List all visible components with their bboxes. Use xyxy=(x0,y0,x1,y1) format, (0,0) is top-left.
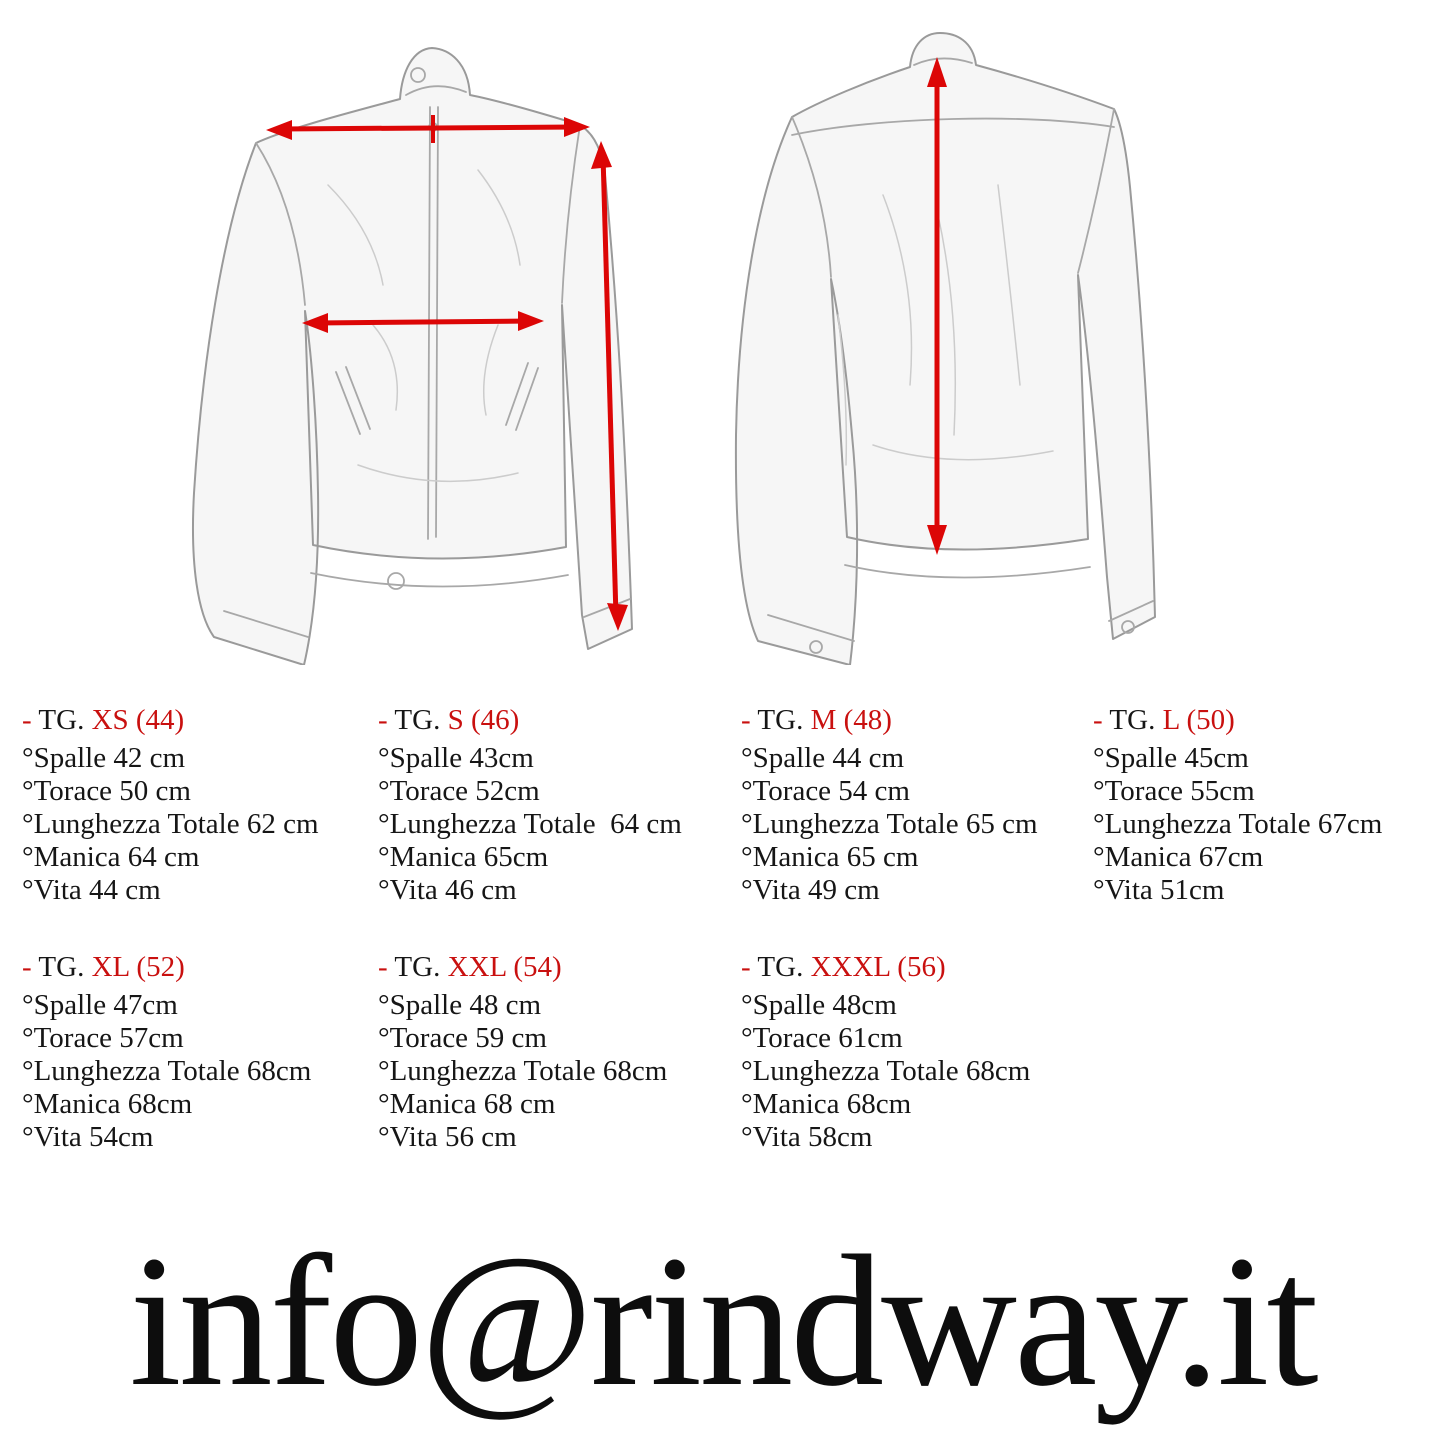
size-block-s xyxy=(378,703,730,907)
measure-lunghezza: °Lunghezza Totale 68cm xyxy=(22,1055,312,1087)
hem-band-line xyxy=(845,565,1090,578)
size-value: M (48) xyxy=(810,704,892,736)
measure-spalle: °Spalle 48 cm xyxy=(378,989,542,1021)
measure-lunghezza: °Lunghezza Totale 65 cm xyxy=(741,808,1038,840)
measure-vita: °Vita 58cm xyxy=(741,1121,873,1153)
tg-label: TG. xyxy=(757,704,804,736)
measure-spalle: °Spalle 47cm xyxy=(22,989,178,1021)
measure-spalle: °Spalle 43cm xyxy=(378,742,534,774)
measure-torace: °Torace 54 cm xyxy=(741,775,910,807)
jacket-back-sketch xyxy=(698,15,1223,665)
dash: - xyxy=(741,951,751,983)
tg-label: TG. xyxy=(38,951,85,983)
measure-torace: °Torace 59 cm xyxy=(378,1022,547,1054)
jacket-front-sketch xyxy=(168,15,673,665)
measure-manica: °Manica 64 cm xyxy=(22,841,200,873)
measure-lunghezza: °Lunghezza Totale 62 cm xyxy=(22,808,319,840)
tg-label: TG. xyxy=(1109,704,1156,736)
measure-manica: °Manica 68 cm xyxy=(378,1088,556,1120)
measure-manica: °Manica 65 cm xyxy=(741,841,919,873)
email-text: info@rindway.it xyxy=(129,1216,1316,1425)
measure-lunghezza: °Lunghezza Totale 68cm xyxy=(741,1055,1031,1087)
size-value: L (50) xyxy=(1162,704,1235,736)
tg-label: TG. xyxy=(757,951,804,983)
measure-vita: °Vita 49 cm xyxy=(741,874,880,906)
size-title-m xyxy=(741,703,1093,737)
measure-vita: °Vita 54cm xyxy=(22,1121,154,1153)
size-title-xxxl xyxy=(741,950,1093,984)
measure-lunghezza: °Lunghezza Totale 68cm xyxy=(378,1055,668,1087)
measure-manica: °Manica 67cm xyxy=(1093,841,1264,873)
size-block-xs xyxy=(22,703,374,907)
size-block-l xyxy=(1093,703,1445,907)
measure-spalle: °Spalle 44 cm xyxy=(741,742,905,774)
measure-torace: °Torace 50 cm xyxy=(22,775,191,807)
size-title-xl xyxy=(22,950,374,984)
size-block-m xyxy=(741,703,1093,907)
measure-torace: °Torace 55cm xyxy=(1093,775,1255,807)
size-value: XL (52) xyxy=(91,951,185,983)
dash: - xyxy=(22,704,32,736)
waist-snap-button xyxy=(388,573,404,589)
size-title-xs xyxy=(22,703,374,737)
size-block-xxl xyxy=(378,950,730,1154)
measure-spalle: °Spalle 45cm xyxy=(1093,742,1249,774)
measure-manica: °Manica 65cm xyxy=(378,841,549,873)
measure-torace: °Torace 57cm xyxy=(22,1022,184,1054)
measure-manica: °Manica 68cm xyxy=(22,1088,193,1120)
measure-vita: °Vita 46 cm xyxy=(378,874,517,906)
dash: - xyxy=(378,951,388,983)
dash: - xyxy=(22,951,32,983)
size-title-s xyxy=(378,703,730,737)
size-value: XXL (54) xyxy=(447,951,562,983)
tg-label: TG. xyxy=(394,704,441,736)
measure-vita: °Vita 44 cm xyxy=(22,874,161,906)
measure-torace: °Torace 52cm xyxy=(378,775,540,807)
measure-manica: °Manica 68cm xyxy=(741,1088,912,1120)
size-block-xxxl xyxy=(741,950,1093,1154)
dash: - xyxy=(741,704,751,736)
measure-spalle: °Spalle 42 cm xyxy=(22,742,186,774)
size-title-xxl xyxy=(378,950,730,984)
size-value: XS (44) xyxy=(91,704,185,736)
measure-vita: °Vita 56 cm xyxy=(378,1121,517,1153)
jacket-front-silhouette xyxy=(193,48,632,665)
dash: - xyxy=(1093,704,1103,736)
hem-band-line xyxy=(311,573,568,587)
size-value: S (46) xyxy=(447,704,520,736)
measure-lunghezza: °Lunghezza Totale 64 cm xyxy=(378,808,682,840)
size-value: XXXL (56) xyxy=(810,951,946,983)
measure-lunghezza: °Lunghezza Totale 67cm xyxy=(1093,808,1383,840)
measure-vita: °Vita 51cm xyxy=(1093,874,1225,906)
tg-label: TG. xyxy=(38,704,85,736)
size-title-l xyxy=(1093,703,1445,737)
tg-label: TG. xyxy=(394,951,441,983)
measure-torace: °Torace 61cm xyxy=(741,1022,903,1054)
size-block-xl xyxy=(22,950,374,1154)
jacket-back-silhouette xyxy=(736,33,1155,665)
dash: - xyxy=(378,704,388,736)
measure-spalle: °Spalle 48cm xyxy=(741,989,897,1021)
